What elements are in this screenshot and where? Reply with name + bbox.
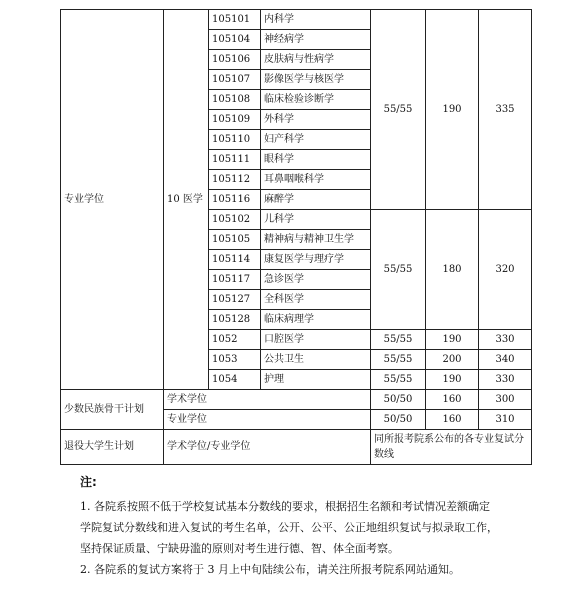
veteran-note: 同所报考院系公布的各专业复试分数线 — [371, 430, 532, 465]
degree-type-cell: 专业学位 — [61, 10, 164, 390]
single-score: 55/55 — [371, 10, 426, 210]
note-item-1: 1. 各院系按照不低于学校复试基本分数线的要求，根据招生名额和考试情况差额确定学院复试分数线和进入复试的考生名单，公开、公平、公正地组织复试与拟录取工作，坚持保证质量、宁缺毋滥的原则对考生进行德、智、体全面考察。 — [80, 500, 498, 555]
total-score: 300 — [479, 390, 532, 410]
total-score: 320 — [479, 210, 532, 330]
single-score: 50/50 — [371, 390, 426, 410]
notes-section — [80, 472, 500, 580]
major-name: 眼科学 — [261, 150, 371, 170]
major-code: 105127 — [209, 290, 261, 310]
business-score: 160 — [426, 390, 479, 410]
single-score: 55/55 — [371, 370, 426, 390]
plan-label: 少数民族骨干计划 — [61, 390, 164, 430]
major-code: 105106 — [209, 50, 261, 70]
note-item-2: 2. 各院系的复试方案将于 3 月上中旬陆续公布，请关注所报考院系网站通知。 — [80, 563, 460, 576]
major-name: 临床病理学 — [261, 310, 371, 330]
business-score: 190 — [426, 330, 479, 350]
total-score: 335 — [479, 10, 532, 210]
business-score: 200 — [426, 350, 479, 370]
major-name: 护理 — [261, 370, 371, 390]
major-code: 105128 — [209, 310, 261, 330]
major-code: 105104 — [209, 30, 261, 50]
major-name: 精神病与精神卫生学 — [261, 230, 371, 250]
major-name: 全科医学 — [261, 290, 371, 310]
major-code: 105111 — [209, 150, 261, 170]
business-score: 190 — [426, 10, 479, 210]
major-code: 105102 — [209, 210, 261, 230]
major-name: 耳鼻咽喉科学 — [261, 170, 371, 190]
major-code: 105116 — [209, 190, 261, 210]
business-score: 160 — [426, 410, 479, 430]
table-row — [61, 10, 532, 30]
major-code: 105107 — [209, 70, 261, 90]
total-score: 330 — [479, 370, 532, 390]
major-name: 儿科学 — [261, 210, 371, 230]
degree-type: 专业学位 — [164, 410, 371, 430]
major-name: 妇产科学 — [261, 130, 371, 150]
major-code: 1052 — [209, 330, 261, 350]
major-name: 影像医学与核医学 — [261, 70, 371, 90]
major-name: 公共卫生 — [261, 350, 371, 370]
single-score: 55/55 — [371, 350, 426, 370]
total-score: 310 — [479, 410, 532, 430]
plan-label: 退役大学生计划 — [61, 430, 164, 465]
degree-type: 学术学位 — [164, 390, 371, 410]
major-code: 105101 — [209, 10, 261, 30]
table-row — [61, 390, 532, 410]
single-score: 55/55 — [371, 330, 426, 350]
business-score: 180 — [426, 210, 479, 330]
notes-title: 注: — [80, 475, 97, 489]
business-score: 190 — [426, 370, 479, 390]
single-score: 55/55 — [371, 210, 426, 330]
major-name: 神经病学 — [261, 30, 371, 50]
table-row — [61, 430, 532, 465]
major-code: 105114 — [209, 250, 261, 270]
major-code: 105110 — [209, 130, 261, 150]
major-code: 105112 — [209, 170, 261, 190]
major-name: 急诊医学 — [261, 270, 371, 290]
discipline-cell: 10 医学 — [164, 10, 209, 390]
single-score: 50/50 — [371, 410, 426, 430]
major-name: 麻醉学 — [261, 190, 371, 210]
major-code: 105105 — [209, 230, 261, 250]
major-code: 105108 — [209, 90, 261, 110]
major-name: 临床检验诊断学 — [261, 90, 371, 110]
major-code: 1054 — [209, 370, 261, 390]
major-code: 105117 — [209, 270, 261, 290]
major-name: 皮肤病与性病学 — [261, 50, 371, 70]
degree-type: 学术学位/专业学位 — [164, 430, 371, 465]
major-code: 105109 — [209, 110, 261, 130]
major-name: 口腔医学 — [261, 330, 371, 350]
total-score: 340 — [479, 350, 532, 370]
major-name: 内科学 — [261, 10, 371, 30]
major-name: 外科学 — [261, 110, 371, 130]
total-score: 330 — [479, 330, 532, 350]
major-name: 康复医学与理疗学 — [261, 250, 371, 270]
score-table — [60, 9, 532, 465]
major-code: 1053 — [209, 350, 261, 370]
